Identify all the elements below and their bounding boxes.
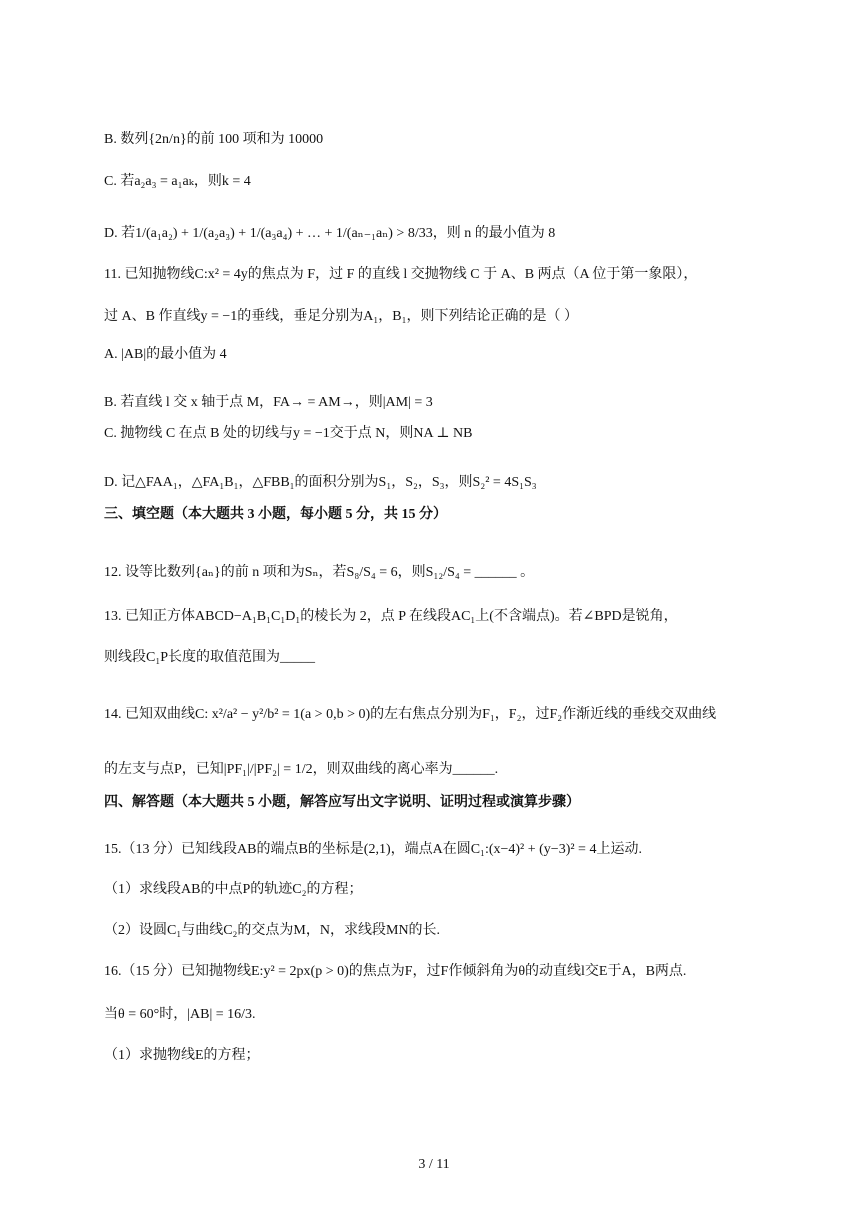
question-14-line-1: 14. 已知双曲线C: x²/a² − y²/b² = 1(a > 0,b > 0)的左右焦点分别为F₁，F₂，过F₂作渐近线的垂线交双曲线 — [104, 707, 717, 722]
section-4-heading: 四、解答题（本大题共 5 小题，解答应写出文字说明、证明过程或演算步骤） — [104, 795, 580, 810]
option-10c: C. 若a₂a₃ = a₁aₖ，则k = 4 — [104, 174, 251, 189]
option-11c: C. 抛物线 C 在点 B 处的切线与y = −1交于点 N，则NA ⊥ NB — [104, 426, 473, 441]
question-11-stem-1: 11. 已知抛物线C:x² = 4y的焦点为 F，过 F 的直线 l 交抛物线 C 于 A、B 两点（A 位于第一象限）， — [104, 267, 698, 282]
page-number: 3 / 11 — [418, 1157, 450, 1172]
question-16-part-1: （1）求抛物线E的方程； — [104, 1048, 260, 1063]
question-11-stem-2: 过 A、B 作直线y = −1的垂线，垂足分别为A₁，B₁，则下列结论正确的是（ ） — [104, 309, 578, 324]
question-15-part-1: （1）求线段AB的中点P的轨迹C₂的方程； — [104, 882, 363, 897]
question-15-stem: 15.（13 分）已知线段AB的端点B的坐标是(2,1)，端点A在圆C₁:(x−4)² + (y−3)² = 4上运动. — [104, 842, 642, 857]
option-10d: D. 若1/(a₁a₂) + 1/(a₂a₃) + 1/(a₃a₄) + … + 1/(aₙ₋₁aₙ) > 8/33，则 n 的最小值为 8 — [104, 226, 556, 241]
option-11b: B. 若直线 l 交 x 轴于点 M，FA→ = AM→，则|AM| = 3 — [104, 395, 433, 410]
option-11d: D. 记△FAA₁，△FA₁B₁，△FBB₁的面积分别为S₁，S₂，S₃，则S₂² = 4S₁S₃ — [104, 475, 537, 490]
question-14-line-2: 的左支与点P，已知|PF₁|/|PF₂| = 1/2，则双曲线的离心率为______. — [104, 762, 499, 777]
option-11a: A. |AB|的最小值为 4 — [104, 347, 227, 362]
question-12: 12. 设等比数列{aₙ}的前 n 项和为Sₙ，若S₈/S₄ = 6，则S₁₂/S₄ = ______ 。 — [104, 565, 535, 580]
question-13-line-1: 13. 已知正方体ABCD−A₁B₁C₁D₁的棱长为 2，点 P 在线段AC₁上(不含端点)。若∠BPD是锐角， — [104, 609, 678, 624]
section-3-heading: 三、填空题（本大题共 3 小题，每小题 5 分，共 15 分） — [104, 507, 447, 522]
question-16-stem-1: 16.（15 分）已知抛物线E:y² = 2px(p > 0)的焦点为F，过F作倾斜角为θ的动直线l交E于A，B两点. — [104, 964, 687, 979]
question-13-line-2: 则线段C₁P长度的取值范围为_____ — [104, 650, 316, 665]
question-15-part-2: （2）设圆C₁与曲线C₂的交点为M，N，求线段MN的长. — [104, 923, 441, 938]
question-16-stem-2: 当θ = 60°时，|AB| = 16/3. — [104, 1007, 256, 1022]
option-10b: B. 数列{2n/n}的前 100 项和为 10000 — [104, 132, 324, 147]
